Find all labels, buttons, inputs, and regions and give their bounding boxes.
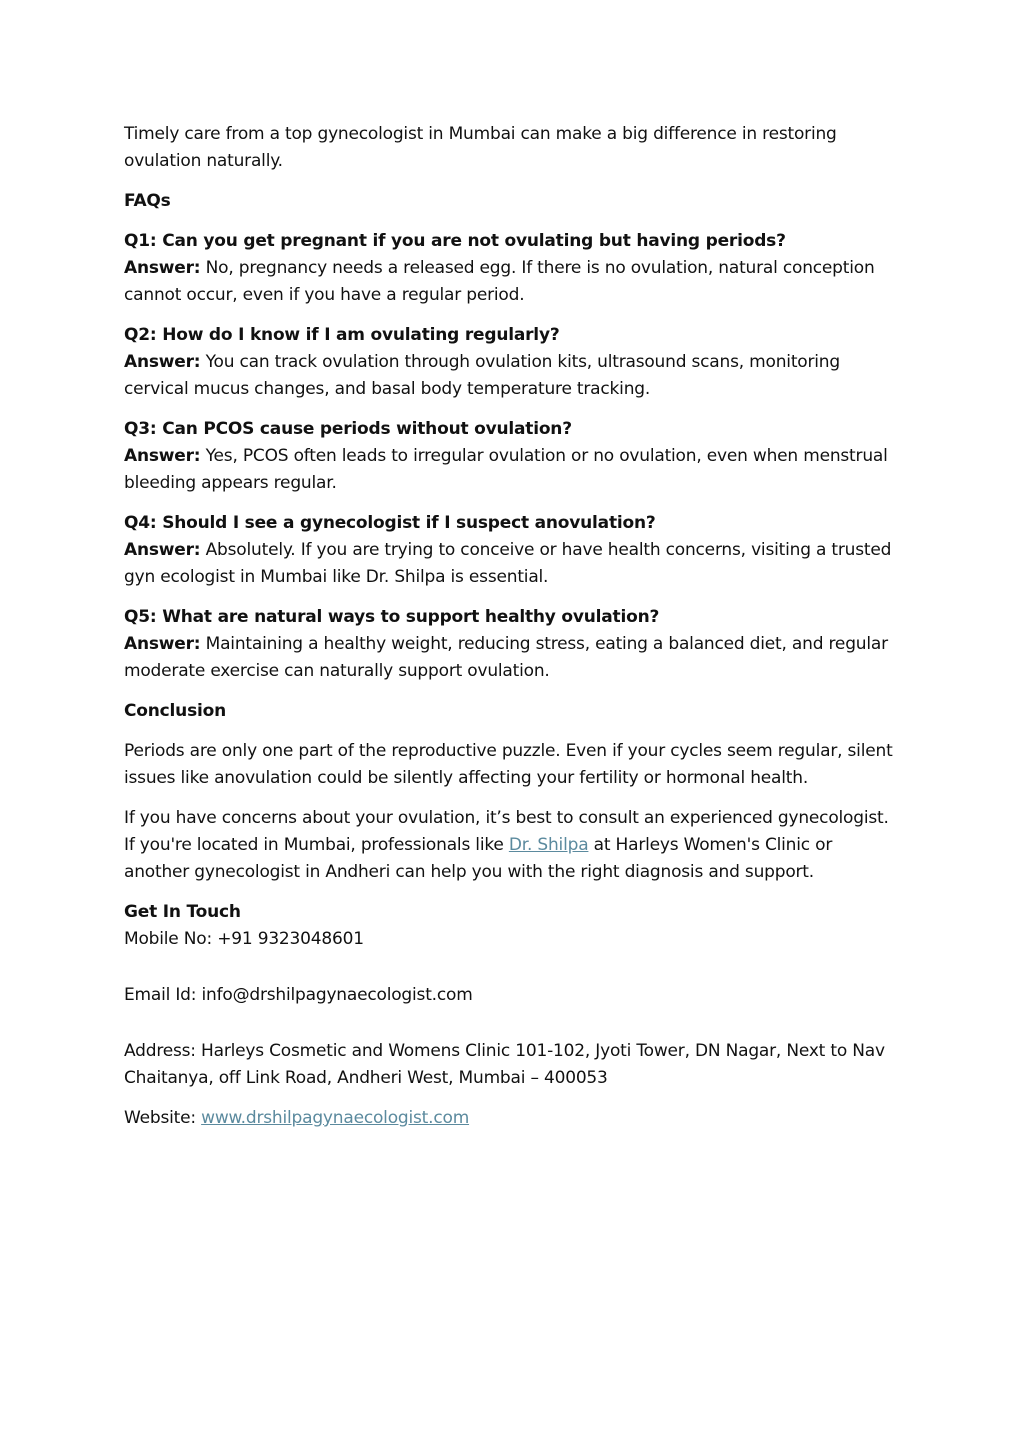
spacer <box>124 1009 894 1038</box>
document-page <box>124 121 894 1145</box>
website-label: Website: <box>124 1108 202 1128</box>
faq-answer-label: Answer: <box>124 352 201 372</box>
faq-answer: Yes, PCOS often leads to irregular ovulation or no ovulation, even when menstrual bleeding appears regular. <box>124 446 888 493</box>
faq-item <box>124 510 894 591</box>
consult-paragraph <box>124 805 894 886</box>
contact-email: Email Id: info@drshilpagynaecologist.com <box>124 985 473 1005</box>
faq-answer: Maintaining a healthy weight, reducing stress, eating a balanced diet, and regular moderate exercise can naturally support ovulation. <box>124 634 888 681</box>
faq-answer: No, pregnancy needs a released egg. If there is no ovulation, natural conception cannot occur, even if you have a regular period. <box>124 258 875 305</box>
conclusion-heading: Conclusion <box>124 701 226 721</box>
faq-answer-label: Answer: <box>124 446 201 466</box>
faq-item <box>124 416 894 497</box>
consult-text-before: If you have concerns about your ovulation, it’s best to consult an experienced gynecologist. If you're located in Mumbai, professionals like <box>124 808 889 855</box>
dr-shilpa-link[interactable]: Dr. Shilpa <box>508 835 589 855</box>
consult-text-after: at Harleys Women's Clinic or another gynecologist in Andheri can help you with the right diagnosis and support. <box>124 835 833 882</box>
conclusion-paragraph: Periods are only one part of the reproductive puzzle. Even if your cycles seem regular, silent issues like anovulation could be silently affecting your fertility or hormonal health. <box>124 741 893 788</box>
faq-item <box>124 228 894 309</box>
website-link[interactable]: www.drshilpagynaecologist.com <box>201 1108 470 1128</box>
spacer <box>124 953 894 982</box>
faq-answer-label: Answer: <box>124 258 201 278</box>
faq-answer: You can track ovulation through ovulation kits, ultrasound scans, monitoring cervical mucus changes, and basal body temperature tracking. <box>124 352 840 399</box>
faq-item <box>124 322 894 403</box>
contact-heading: Get In Touch <box>124 902 241 922</box>
faq-question: Q1: Can you get pregnant if you are not ovulating but having periods? <box>124 231 786 251</box>
faq-answer: Absolutely. If you are trying to conceive or have health concerns, visiting a trusted gyn ecologist in Mumbai like Dr. Shilpa is essential. <box>124 540 892 587</box>
contact-address: Address: Harleys Cosmetic and Womens Clinic 101-102, Jyoti Tower, DN Nagar, Next to Nav Chaitanya, off Link Road, Andheri West, Mumbai – 400053 <box>124 1041 885 1088</box>
contact-section <box>124 899 894 1092</box>
faq-question: Q3: Can PCOS cause periods without ovulation? <box>124 419 572 439</box>
contact-mobile: Mobile No: +91 9323048601 <box>124 929 364 949</box>
faqs-heading: FAQs <box>124 191 171 211</box>
faq-item <box>124 604 894 685</box>
faq-answer-label: Answer: <box>124 540 201 560</box>
faq-question: Q5: What are natural ways to support healthy ovulation? <box>124 607 660 627</box>
faq-question: Q4: Should I see a gynecologist if I suspect anovulation? <box>124 513 656 533</box>
faq-answer-label: Answer: <box>124 634 201 654</box>
website-line <box>124 1105 894 1132</box>
intro-paragraph: Timely care from a top gynecologist in Mumbai can make a big difference in restoring ovulation naturally. <box>124 124 837 171</box>
faq-question: Q2: How do I know if I am ovulating regularly? <box>124 325 560 345</box>
